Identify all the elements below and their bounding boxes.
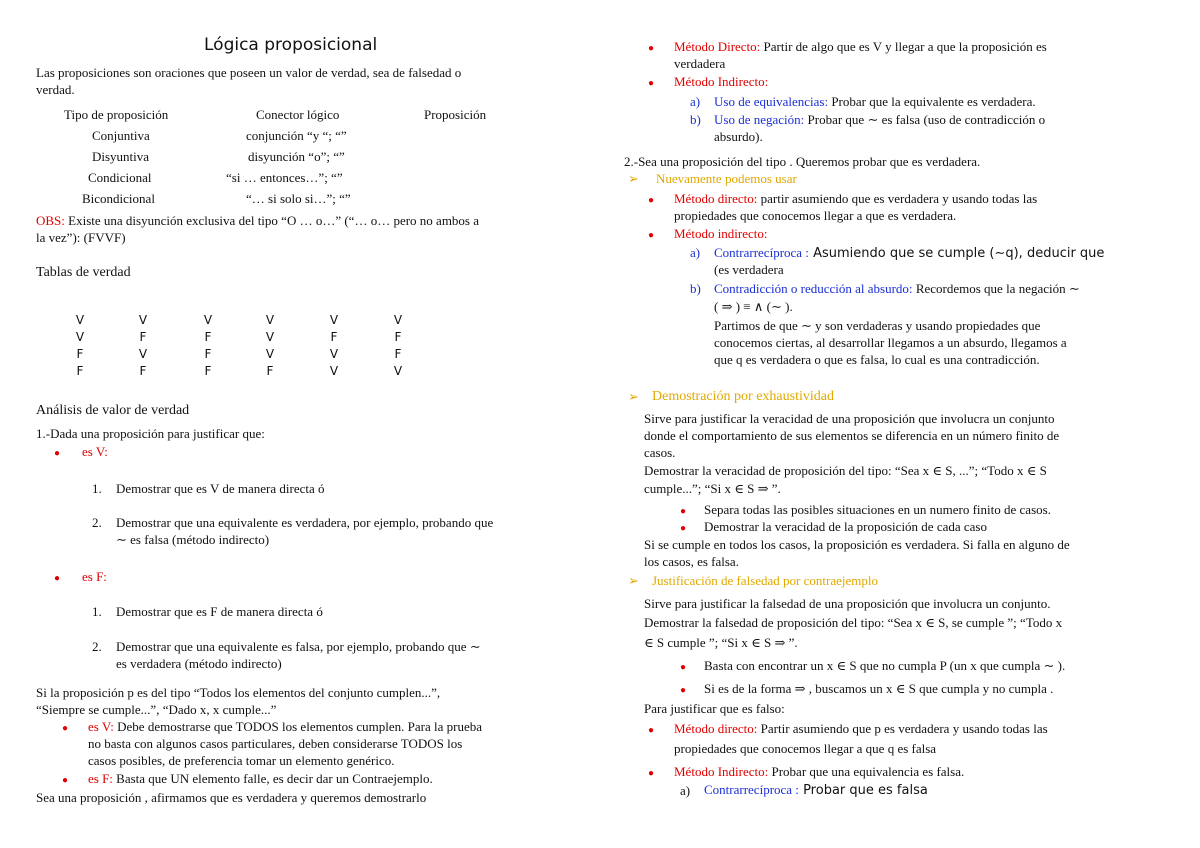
all-es-v-label: es V:	[88, 719, 114, 734]
metodo-indirecto-2-label: Método indirecto:	[674, 226, 768, 241]
falso-metodo-directo-text: Partir asumiendo que p es verdadera y usando todas las	[757, 721, 1048, 736]
red-bullet-icon: ●	[680, 506, 687, 517]
cj-text-4: Para justificar que es falso:	[644, 701, 785, 716]
all-es-v-line	[88, 718, 482, 735]
truth-cell: V	[203, 313, 213, 327]
all-es-v-text: Debe demostrarse que TODOS los elementos cumplen. Para la prueba	[113, 719, 483, 734]
falso-contrarreciproca-label: Contrarrecíproca :	[704, 782, 799, 797]
red-bullet-icon: ●	[648, 43, 655, 54]
red-bullet-icon: ●	[648, 230, 655, 241]
gold-arrow-icon: ➢	[628, 389, 639, 404]
sea-prop-line: Sea una proposición , afirmamos que es verdadera y queremos demostrarlo	[36, 790, 427, 805]
exh-text-6: Si se cumple en todos los casos, la proposición es verdadera. Si falla en alguno de	[644, 537, 1070, 552]
exh-text-7: los casos, es falsa.	[644, 554, 739, 569]
truth-cell: F	[204, 330, 212, 344]
red-bullet-icon: ●	[680, 662, 687, 673]
red-bullet-icon: ●	[648, 195, 655, 206]
uso-negacion-text-2: absurdo).	[714, 129, 763, 144]
red-bullet-icon: ●	[648, 78, 655, 89]
es-v-method-2-cont: ∼ es falsa (método indirecto)	[116, 532, 270, 547]
contrarreciproca-text-2: (es verdadera	[714, 262, 784, 277]
metodo-indirecto-label: Método Indirecto:	[674, 74, 769, 89]
truth-table-title: Tablas de verdad	[36, 265, 131, 280]
es-f-label: es F:	[82, 569, 107, 584]
truth-cell: V	[138, 347, 148, 361]
truth-cell: V	[329, 364, 339, 378]
analysis-title: Análisis de valor de verdad	[36, 403, 190, 418]
metodo-directo-text-2: verdadera	[674, 56, 726, 71]
falso-metodo-directo-text-2: propiedades que conocemos llegar a que q es falsa	[674, 741, 937, 756]
contrarreciproca-text: Asumiendo que se cumple (∼q), deducir que	[808, 246, 1105, 261]
uso-negacion-text: Probar que ∼ es falsa (uso de contradicción o	[804, 112, 1046, 127]
si-prop-line-1: Si la proposición p es del tipo “Todos los elementos del conjunto cumplen...”,	[36, 685, 441, 700]
absurdo-text-3: Partimos de que ∼ y son verdaderas y usando propiedades que	[714, 318, 1041, 333]
table-row-connector: “si … entonces…”; “”	[226, 170, 343, 185]
list-letter: a)	[690, 94, 701, 109]
red-bullet-icon: ●	[62, 723, 69, 734]
truth-cell: V	[265, 347, 275, 361]
red-bullet-icon: ●	[648, 768, 655, 779]
table-row-connector: conjunción “y “; “”	[246, 128, 347, 143]
red-bullet-icon: ●	[680, 685, 687, 696]
absurdo-label: Contradicción o reducción al absurdo:	[714, 281, 913, 296]
list-number: 1.	[92, 481, 102, 496]
es-f-method-2-cont: es verdadera (método indirecto)	[116, 656, 282, 671]
item-1: 1.-Dada una proposición para justificar que:	[36, 426, 265, 441]
table-row-connector: “… si solo si…”; “”	[246, 191, 351, 206]
truth-cell: F	[394, 347, 402, 361]
metodo-directo-2-text-2: propiedades que conocemos llegar a que es verdadera.	[674, 208, 957, 223]
es-f-method-2: Demostrar que una equivalente es falsa, por ejemplo, probando que ∼	[116, 639, 481, 654]
truth-cell: V	[265, 330, 275, 344]
metodo-directo-2-line	[674, 190, 1037, 207]
item-2: 2.-Sea una proposición del tipo . Queremos probar que es verdadera.	[624, 154, 981, 169]
uso-negacion-line	[714, 111, 1045, 128]
contrarreciproca-line	[714, 244, 1104, 262]
truth-cell: V	[75, 330, 85, 344]
cj-bullet-2: Si es de la forma ⇒ , buscamos un x ∈ S que cumpla y no cumpla .	[704, 681, 1054, 696]
table-row-connector: disyunción “o”; “”	[248, 149, 345, 164]
cj-text-1: Sirve para justificar la falsedad de una proposición que involucra un conjunto.	[644, 596, 1051, 611]
metodo-directo-2-label: Método directo:	[674, 191, 758, 206]
metodo-directo-2-text: partir asumiendo que es verdadera y usando todas las	[757, 191, 1038, 206]
truth-cell: F	[204, 347, 212, 361]
absurdo-text-5: que q es verdadera o que es falsa, lo cual es una contradicción.	[714, 352, 1040, 367]
table-row-type: Bicondicional	[82, 191, 155, 206]
truth-cell: V	[75, 313, 85, 327]
table-row-type: Conjuntiva	[92, 128, 150, 143]
page-title: Lógica proposicional	[204, 35, 378, 55]
exh-text-4: Demostrar la veracidad de proposición del tipo: “Sea x ∈ S, ...”; “Todo x ∈ S	[644, 463, 1047, 478]
list-number: 1.	[92, 604, 102, 619]
truth-cell: V	[138, 313, 148, 327]
nuevamente-heading: Nuevamente podemos usar	[656, 171, 797, 186]
uso-equivalencias-line	[714, 93, 1036, 110]
intro-text: Las proposiciones son oraciones que poseen un valor de verdad, sea de falsedad o	[36, 65, 462, 80]
all-es-f-label: es F:	[88, 771, 113, 786]
truth-cell: F	[76, 347, 84, 361]
truth-cell: F	[139, 364, 147, 378]
es-v-method-2: Demostrar que una equivalente es verdadera, por ejemplo, probando que	[116, 515, 494, 530]
list-letter: a)	[690, 245, 701, 260]
exh-text-1: Sirve para justificar la veracidad de una proposición que involucra un conjunto	[644, 411, 1055, 426]
cj-text-2: Demostrar la falsedad de proposición del tipo: “Sea x ∈ S, se cumple ”; “Todo x	[644, 615, 1063, 630]
truth-cell: F	[204, 364, 212, 378]
truth-cell: F	[266, 364, 274, 378]
obs-text-1: Existe una disyunción exclusiva del tipo “O … o…” (“… o… pero no ambos a	[64, 213, 480, 228]
all-es-f-line	[88, 770, 433, 787]
cj-text-3: ∈ S cumple ”; “Si x ∈ S ⇒ ”.	[644, 635, 798, 650]
list-letter: b)	[690, 281, 701, 296]
truth-cell: F	[394, 330, 402, 344]
falso-metodo-directo-line	[674, 720, 1048, 737]
absurdo-text-2: ( ⇒ ) ≡ ∧ (∼ ).	[714, 299, 793, 314]
es-v-label: es V:	[82, 444, 108, 459]
truth-cell: V	[329, 347, 339, 361]
absurdo-line	[714, 280, 1080, 297]
truth-cell: V	[329, 313, 339, 327]
metodo-directo-text: Partir de algo que es V y llegar a que la proposición es	[760, 39, 1047, 54]
exh-text-5: cumple...”; “Si x ∈ S ⇒ ”.	[644, 481, 781, 496]
uso-negacion-label: Uso de negación:	[714, 112, 805, 127]
exh-text-2: donde el comportamiento de sus elementos se diferencia en un número finito de	[644, 428, 1060, 443]
uso-equivalencias-label: Uso de equivalencias:	[714, 94, 829, 109]
absurdo-text: Recordemos que la negación ∼	[912, 281, 1080, 296]
all-es-f-text: Basta que UN elemento falle, es decir dar un Contraejemplo.	[112, 771, 433, 786]
all-es-v-text-2: no basta con algunos casos particulares, deben considerarse TODOS los	[88, 736, 463, 751]
es-v-method-1: Demostrar que es V de manera directa ó	[116, 481, 325, 496]
table-row-type: Condicional	[88, 170, 152, 185]
exhaustividad-heading: Demostración por exhaustividad	[652, 389, 834, 404]
table-header-type: Tipo de proposición	[64, 107, 169, 122]
all-es-v-text-3: casos posibles, de preferencia tomar un elemento genérico.	[88, 753, 395, 768]
cj-bullet-1: Basta con encontrar un x ∈ S que no cumpla P (un x que cumpla ∼ ).	[704, 658, 1066, 673]
red-bullet-icon: ●	[680, 523, 687, 534]
falso-contrarreciproca-line	[704, 781, 928, 799]
red-bullet-icon: ●	[62, 775, 69, 786]
truth-cell: V	[393, 364, 403, 378]
list-number: 2.	[92, 639, 102, 654]
metodo-directo-line	[674, 38, 1047, 55]
list-number: 2.	[92, 515, 102, 530]
metodo-directo-label: Método Directo:	[674, 39, 761, 54]
red-bullet-icon: ●	[54, 448, 61, 459]
absurdo-text-4: conocemos ciertas, al desarrollar llegamos a un absurdo, llegamos a	[714, 335, 1067, 350]
contraejemplo-heading: Justificación de falsedad por contraejemplo	[652, 573, 878, 588]
red-bullet-icon: ●	[648, 725, 655, 736]
obs-note	[36, 212, 479, 229]
obs-label: OBS:	[36, 213, 65, 228]
es-f-method-1: Demostrar que es F de manera directa ó	[116, 604, 323, 619]
table-header-connector: Conector lógico	[256, 107, 340, 122]
gold-arrow-icon: ➢	[628, 573, 639, 588]
red-bullet-icon: ●	[54, 573, 61, 584]
exh-text-3: casos.	[644, 445, 676, 460]
exh-bullet-2: Demostrar la veracidad de la proposición de cada caso	[704, 519, 987, 534]
falso-metodo-indirecto-label: Método Indirecto:	[674, 764, 769, 779]
falso-metodo-indirecto-text: Probar que una equivalencia es falsa.	[768, 764, 965, 779]
truth-cell: F	[76, 364, 84, 378]
falso-metodo-directo-label: Método directo:	[674, 721, 758, 736]
truth-cell: V	[265, 313, 275, 327]
intro-text-2: verdad.	[36, 82, 75, 97]
uso-equivalencias-text: Probar que la equivalente es verdadera.	[828, 94, 1036, 109]
si-prop-line-2: “Siempre se cumple...”, “Dado x, x cumple...”	[36, 702, 277, 717]
table-row-type: Disyuntiva	[92, 149, 150, 164]
list-letter: b)	[690, 112, 701, 127]
truth-cell: F	[330, 330, 338, 344]
obs-text-2: la vez”): (FVVF)	[36, 230, 126, 245]
contrarreciproca-label: Contrarrecíproca :	[714, 245, 809, 260]
exh-bullet-1: Separa todas las posibles situaciones en un numero finito de casos.	[704, 502, 1051, 517]
list-letter: a)	[680, 783, 691, 798]
truth-cell: V	[393, 313, 403, 327]
gold-arrow-icon: ➢	[628, 171, 639, 186]
falso-contrarreciproca-text: Probar que es falsa	[798, 783, 928, 798]
table-header-proposition: Proposición	[424, 107, 487, 122]
truth-cell: F	[139, 330, 147, 344]
falso-metodo-indirecto-line	[674, 763, 964, 780]
